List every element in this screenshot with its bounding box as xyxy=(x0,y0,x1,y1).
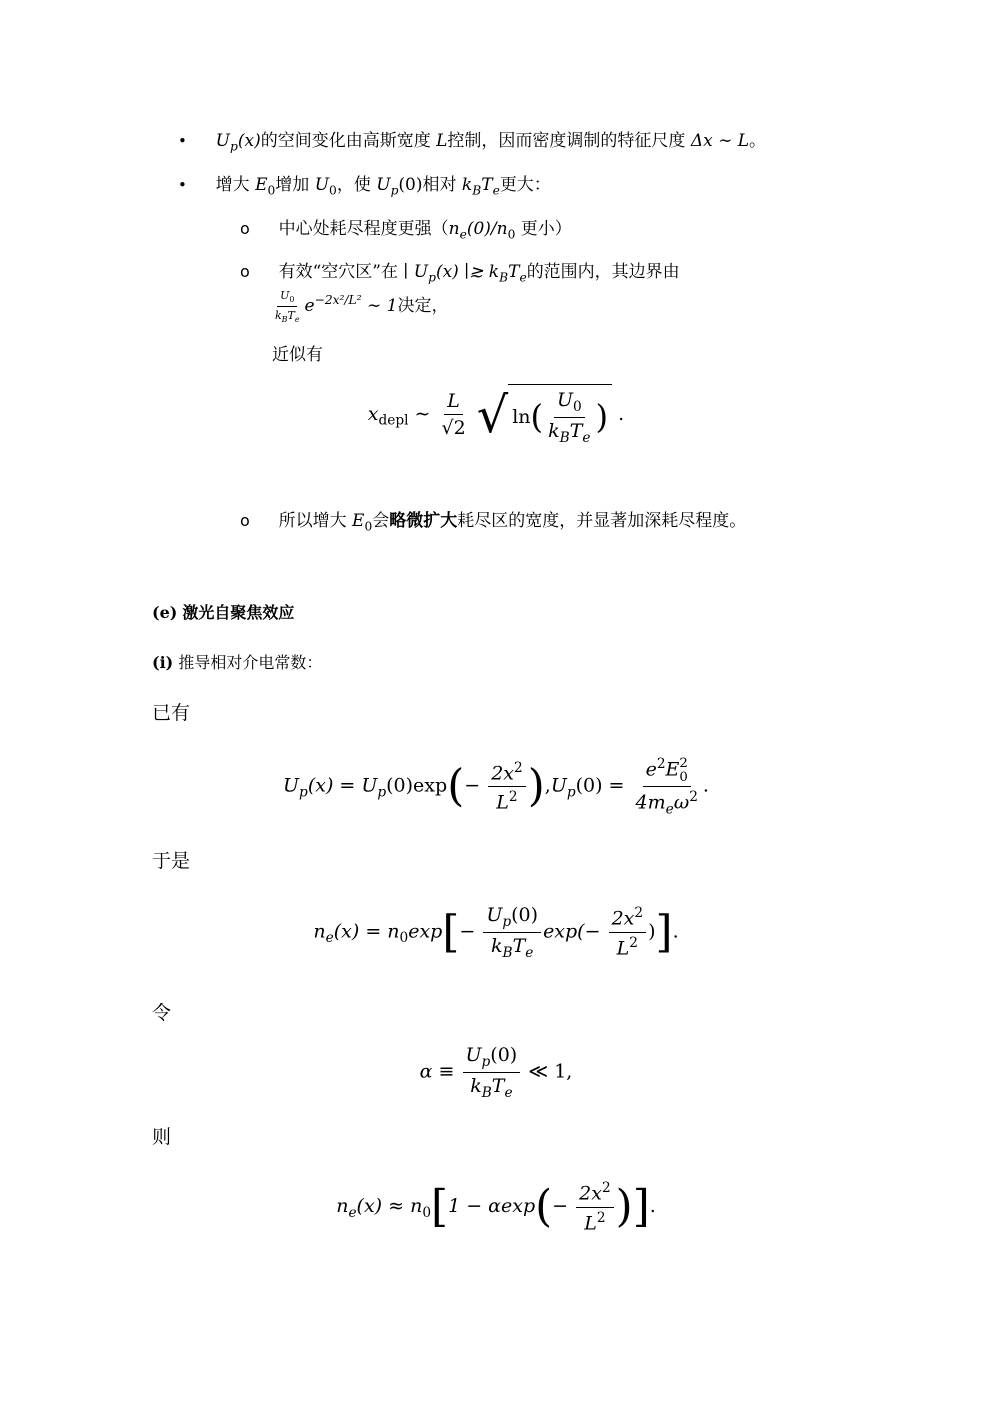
sub-item-conclusion: o 所以增大 $E_0$会略微扩大耗尽区的宽度，并显著加深耗尽程度。 xyxy=(240,511,747,534)
sub-bullet-marker: o xyxy=(240,219,250,238)
section-heading-i: (i) 推导相对介电常数： xyxy=(152,653,323,672)
sub-bullet-marker: o xyxy=(240,511,250,530)
section-heading-e: (e) 激光自聚焦效应 xyxy=(152,603,295,622)
paragraph-given: 已有 xyxy=(152,702,191,724)
paragraph-let: 令 xyxy=(152,1002,172,1024)
sub-bullet-marker: o xyxy=(240,262,250,281)
bullet-item-spatial-variation: • $U_p(x)$的空间变化由高斯宽度 L控制，因而密度调制的特征尺度 Δx ∼ L。 xyxy=(178,131,767,154)
square-root: √ ln ( $\frac{U_0}{k_BT_e}$ ) xyxy=(477,384,612,446)
paragraph-so: 则 xyxy=(152,1126,172,1148)
equation-up-gaussian: $U_p(x) = U_p(0)\exp(-$ $\frac{2x^2}{L^2}$ )$,U_p(0)$ = $e^2E$ 2 0 $4m_e\omega^2$ . xyxy=(283,756,709,818)
sub-item-hole-region: o 有效“空穴区”在 ∣ $U_p(x)$ ∣≳ $k_BT_e$的范围内，其边界由 xyxy=(240,262,680,285)
sub-item-center-depletion: o 中心处耗尽程度更强（$n_e(0)/n_0$ 更小） xyxy=(240,219,572,242)
equation-alpha-definition: α ≡ $\frac{U_p(0)}{k_BT_e}$ ≪ 1, xyxy=(419,1044,573,1101)
bullet-marker: • xyxy=(178,132,187,150)
sub-item-hole-region-condition: $\frac{U_0}{k_BT_e}$ $e^{-2x^2/L^2}$ ∼ 1决定， xyxy=(270,289,448,324)
bullet-item-increase-e0: • 增大 $E_0$增加 $U_0$，使 $U_p(0)$相对 $k_BT_e$更大： xyxy=(178,175,551,198)
sub-item-approx-text: 近似有 xyxy=(272,345,323,365)
ratio-fraction: $\frac{U_0}{k_BT_e}$ xyxy=(275,289,300,324)
paragraph-then: 于是 xyxy=(152,850,191,872)
equation-ne-approx: $n_e(x) \approx n_0[1 - \alpha\exp(-$ $\frac{2x^2}{L^2}$ )]. xyxy=(336,1180,656,1235)
bullet-marker: • xyxy=(178,176,187,194)
equation-ne-boltzmann: $n_e(x) = n_0\exp[-$ $\frac{U_p(0)}{k_BT_e}$ exp(− $\frac{2x^2}{L^2}$ )]. xyxy=(313,904,679,961)
equation-x-depl: $x_{depl}$ ∼ $\frac{L}{√2}$ √ ln ( $\frac{U_0}{k_BT_e}$ ) . xyxy=(367,385,625,446)
